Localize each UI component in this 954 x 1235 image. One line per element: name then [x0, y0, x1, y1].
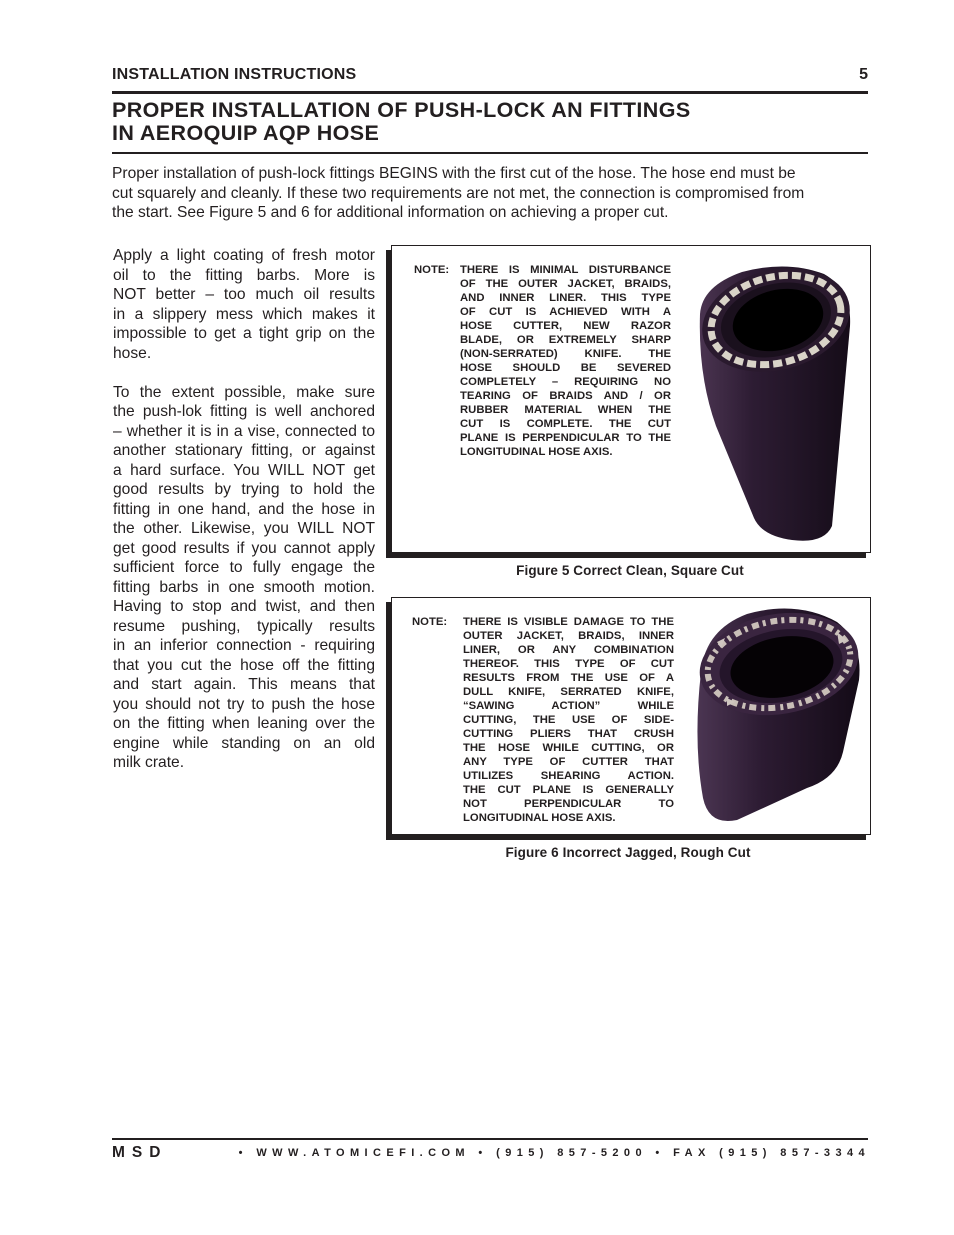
body-line: in a slippery mess which makes it [113, 305, 375, 323]
header-rule [112, 91, 868, 94]
body-line: that you cut the hose off the fitting [113, 656, 375, 674]
body-line: sufficient force to fully engage the [113, 559, 375, 576]
section-title-line: IN AEROQUIP AQP HOSE [112, 121, 380, 145]
body-line: another stationary fitting, or against [113, 442, 375, 459]
section-title-line: PROPER INSTALLATION OF PUSH-LOCK AN FITTINGS [112, 98, 691, 122]
body-line: on the fitting when leaning over the [113, 715, 375, 732]
body-line: oil to the fitting barbs. More is [113, 266, 375, 284]
body-line: fitting in one hand, and the hose in [113, 500, 375, 518]
figure-6-caption: Figure 6 Incorrect Jagged, Rough Cut [505, 845, 751, 860]
intro-line: Proper installation of push-lock fittings BEGINS with the first cut of the hose. The hose end must be [112, 165, 796, 182]
note-line: THEREOF. THIS TYPE OF CUT [463, 658, 674, 670]
note-line: PLANE IS PERPENDICULAR TO THE [460, 432, 671, 444]
note-line: HOSE SHOULD BE SEVERED [460, 362, 671, 374]
body-paragraph-anchoring [113, 383, 375, 773]
note-line: TEARING OF BRAIDS AND / OR [460, 390, 671, 402]
body-paragraph-oil [113, 246, 375, 363]
intro-paragraph [112, 164, 872, 223]
body-line: milk crate. [113, 754, 185, 771]
note-line: NOT PERPENDICULAR TO [463, 798, 674, 810]
note-line: THE CUT PLANE IS GENERALLY [463, 784, 674, 796]
note-line: DULL KNIFE, SERRATED KNIFE, [463, 686, 674, 698]
footer-brand: MSD [112, 1144, 168, 1161]
body-line: Having to stop and twist, and then [113, 598, 375, 615]
section-title [112, 99, 868, 145]
note-line: OF CUT IS ACHIEVED WITH A [460, 306, 671, 318]
body-line: hose. [113, 344, 152, 362]
intro-line: the start. See Figure 5 and 6 for additional information on achieving a proper cut. [112, 204, 669, 222]
note-line: OUTER JACKET, BRAIDS, INNER [463, 630, 674, 642]
note-line: HOSE CUTTER, NEW RAZOR [460, 320, 671, 332]
note-line: OF THE OUTER JACKET, BRAIDS, [460, 278, 671, 290]
body-line: – whether it is in a vise, connected to [113, 422, 375, 440]
page-header [112, 66, 868, 88]
note-line: THE HOSE WHILE CUTTING, OR [463, 742, 674, 754]
body-line: Apply a light coating of fresh motor [113, 247, 375, 264]
body-line: a hard surface. You WILL NOT get [113, 461, 375, 479]
footer-contact: • WWW.ATOMICEFI.COM • (915) 857-5200 • FAX (915) 857-3344 [238, 1147, 870, 1159]
note-line: ANY TYPE OF CUTTER THAT [463, 756, 674, 768]
note-line: LONGITUDINAL HOSE AXIS. [463, 812, 616, 824]
note-line: COMPLETELY – REQUIRING NO [460, 376, 671, 388]
body-line: the push-lok fitting is well anchored [113, 403, 375, 420]
note-line: CUTTING, THE USE OF SIDE- [463, 714, 674, 726]
note-line: (NON-SERRATED) KNIFE. THE [460, 348, 671, 360]
note-line: BLADE, OR EXTREMELY SHARP [460, 334, 671, 346]
body-line: in an inferior connection - requiring [113, 637, 375, 654]
body-line: get good results if you cannot apply [113, 539, 375, 557]
footer-rule [112, 1138, 868, 1140]
body-line: good results by trying to hold the [113, 481, 375, 498]
note-text [460, 263, 671, 459]
page-footer [112, 1144, 870, 1164]
note-label: NOTE: [414, 264, 450, 276]
note-line: RUBBER MATERIAL WHEN THE [460, 404, 671, 416]
body-line: fitting barbs in one smooth motion. [113, 578, 375, 596]
intro-line: cut squarely and cleanly. If these two requirements are not met, the connection is compromised from [112, 184, 805, 202]
note-line: AND INNER LINER. THIS TYPE [460, 292, 671, 304]
note-line: LINER, OR ANY COMBINATION [463, 644, 674, 656]
note-label: NOTE: [412, 616, 448, 628]
body-line: engine while standing on an old [113, 734, 375, 752]
body-line: resume pushing, typically results [113, 617, 375, 635]
clean-cut-hose-photo [692, 256, 862, 546]
page-number: 5 [859, 66, 868, 83]
title-rule [112, 152, 868, 154]
note-line: CUTTING PLIERS THAT CRUSH [463, 728, 674, 740]
body-line: and start again. This means that [113, 676, 375, 693]
jagged-cut-hose-photo [687, 602, 867, 828]
note-line: RESULTS FROM THE USE OF A [463, 672, 674, 684]
body-column [113, 246, 375, 773]
note-line: “SAWING ACTION” WHILE [463, 700, 674, 712]
note-text [463, 615, 674, 825]
body-line: you should not try to push the hose [113, 695, 375, 713]
figure-6-box [391, 597, 871, 835]
note-line: UTILIZES SHEARING ACTION. [463, 770, 674, 782]
note-line: CUT IS COMPLETE. THE CUT [460, 418, 671, 430]
body-line: To the extent possible, make sure [113, 383, 375, 401]
body-line: the other. Likewise, you WILL NOT [113, 520, 375, 537]
note-line: THERE IS VISIBLE DAMAGE TO THE [463, 616, 674, 628]
figure-5-box [391, 245, 871, 553]
body-line: impossible to get a tight grip on the [113, 325, 375, 342]
body-line: NOT better – too much oil results [113, 286, 375, 303]
note-line: THERE IS MINIMAL DISTURBANCE [460, 264, 671, 276]
figure-5-caption: Figure 5 Correct Clean, Square Cut [516, 563, 744, 578]
header-title: INSTALLATION INSTRUCTIONS [112, 66, 357, 83]
note-line: LONGITUDINAL HOSE AXIS. [460, 446, 613, 458]
